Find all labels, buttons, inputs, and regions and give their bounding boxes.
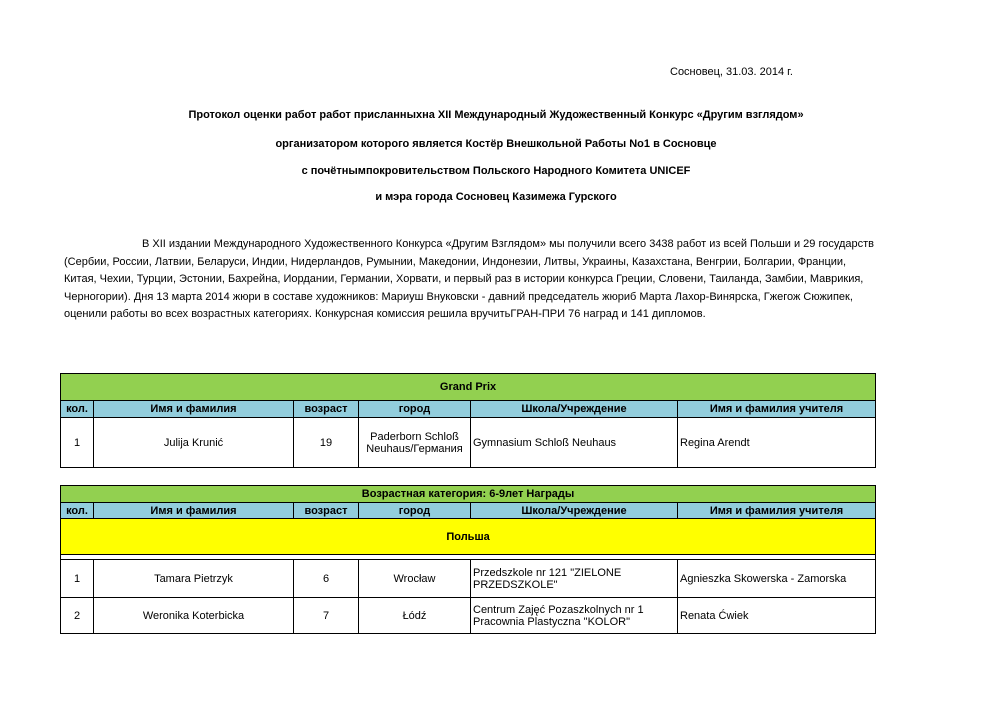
row-num: 1: [61, 560, 94, 598]
grand-prix-title: Grand Prix: [61, 374, 876, 401]
row-city: Łódź: [359, 598, 471, 634]
intro-paragraph: [64, 236, 876, 324]
table-row: [61, 598, 876, 634]
column-header-city: город: [359, 401, 471, 418]
column-header-name: Имя и фамилия: [94, 503, 294, 519]
column-header-teacher: Имя и фамилия учителя: [678, 401, 876, 418]
row-num: 1: [61, 418, 94, 468]
heading-line-3: с почётнымпокровительством Польского Народного Комитета UNICEF: [301, 165, 691, 177]
column-header-num: кол.: [61, 401, 94, 418]
heading-line-4: и мэра города Сосновец Казимежа Гурского: [375, 191, 617, 203]
row-teacher: Agnieszka Skowerska - Zamorska: [678, 560, 876, 598]
intro-text: В XII издании Международного Художественного Конкурса «Другим Взглядом» мы получили всего 3438 работ из всей Польши и 29 государств (Сербии, России, Латвии, Беларуси, Индии, Нидерландов, Румынии, Македонии, Индонезии, Литвы, Украины, Казахстана, Венгрии, Болгарии, Франции, Китая, Чехии, Турции, Эстонии, Бахрейна, Иордании, Германии, Хорвати, и первый раз в истории конкурса Греции, Словени, Таиланда, Замбии, Маврикия, Черногории). Дня 13 марта 2014 жюри в составе художников: Мариуш Внуковски - давний председатель жюриб Марта Лахор-Винярска, Гжегож Сюжипек, оценили работы во всех возрастных категориях. Конкурсная комиссия решила вручитьГРАН-ПРИ 76 наград и 141 дипломов.: [64, 238, 875, 321]
row-city: Paderborn Schloß Neuhaus/Германия: [359, 418, 471, 468]
row-age: 19: [294, 418, 359, 468]
heading-line-2: организатором которого является Костёр Внешкольной Работы No1 в Сосновце: [275, 138, 717, 150]
table-row: [61, 560, 876, 598]
row-teacher: Regina Arendt: [678, 418, 876, 468]
row-name: Tamara Pietrzyk: [94, 560, 294, 598]
row-school: Gymnasium Schloß Neuhaus: [471, 418, 678, 468]
column-header-city: город: [359, 503, 471, 519]
row-city: Wrocław: [359, 560, 471, 598]
heading-line-1: Протокол оценки работ работ присланныхна XII Международный Жудожественный Конкурс «Другим взглядом»: [188, 109, 804, 121]
grand-prix-table: [60, 373, 876, 468]
row-school: Przedszkole nr 121 "ZIELONE PRZEDSZKOLE": [471, 560, 678, 598]
row-age: 6: [294, 560, 359, 598]
row-num: 2: [61, 598, 94, 634]
row-age: 7: [294, 598, 359, 634]
table-row: [61, 418, 876, 468]
row-school: Centrum Zajęć Pozaszkolnych nr 1 Pracownia Plastyczna "KOLOR": [471, 598, 678, 634]
column-header-teacher: Имя и фамилия учителя: [678, 503, 876, 519]
column-header-school: Школа/Учреждение: [471, 503, 678, 519]
column-header-num: кол.: [61, 503, 94, 519]
row-name: Weronika Koterbicka: [94, 598, 294, 634]
document-date: Сосновец, 31.03. 2014 г.: [670, 66, 793, 78]
row-teacher: Renata Ćwiek: [678, 598, 876, 634]
category-table: [60, 485, 876, 634]
column-header-age: возраст: [294, 503, 359, 519]
column-header-school: Школа/Учреждение: [471, 401, 678, 418]
column-header-age: возраст: [294, 401, 359, 418]
row-name: Julija Krunić: [94, 418, 294, 468]
country-header: Польша: [61, 519, 876, 555]
category-title: Возрастная категория: 6-9лет Награды: [61, 486, 876, 503]
column-header-name: Имя и фамилия: [94, 401, 294, 418]
